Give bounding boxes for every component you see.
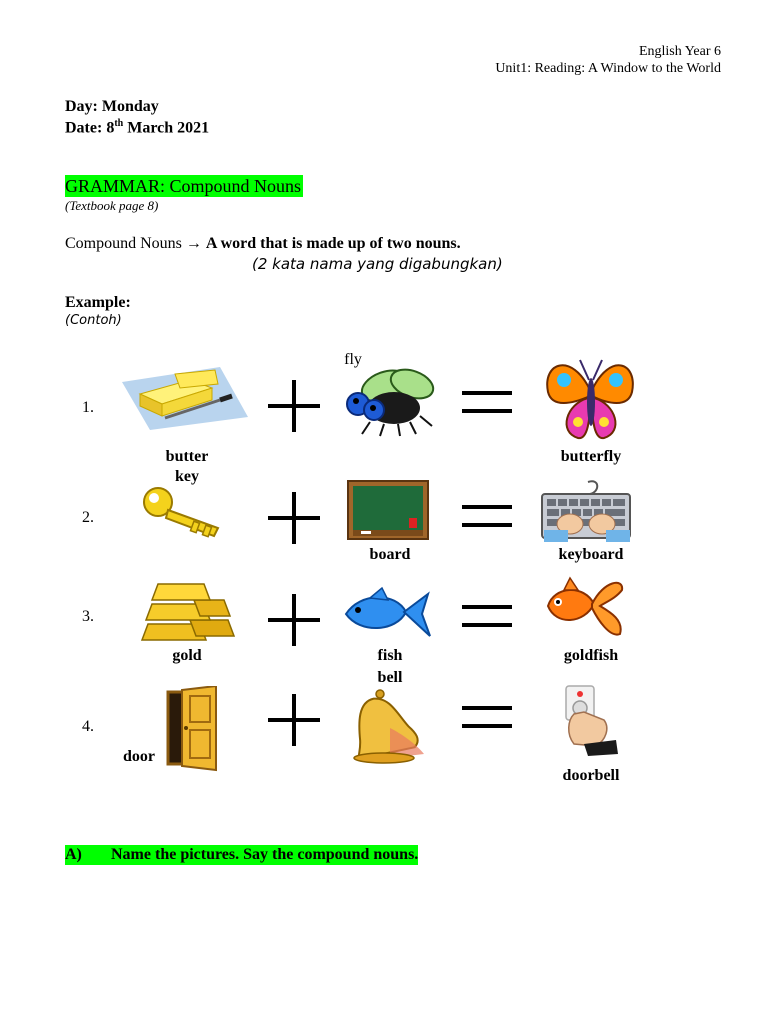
task-letter: A) — [65, 846, 82, 863]
butter-icon — [120, 362, 252, 432]
day-line: Day: Monday — [65, 98, 159, 115]
key-icon — [140, 484, 224, 540]
chalkboard-icon — [347, 480, 429, 540]
result-word-label: doorbell — [562, 767, 620, 784]
gold-bars-icon — [140, 580, 236, 644]
second-word-label: board — [369, 546, 411, 563]
arrow-icon: → — [185, 235, 202, 252]
plus-sign-icon — [268, 594, 320, 646]
result-word-label: keyboard — [558, 546, 624, 563]
equals-sign-icon — [462, 505, 512, 527]
grammar-title: GRAMMAR: Compound Nouns — [65, 176, 302, 196]
goldfish-icon — [544, 576, 628, 642]
doorbell-icon — [554, 684, 620, 758]
first-word-label: door — [123, 748, 155, 765]
result-word-label: goldfish — [563, 647, 619, 664]
equals-sign-icon — [462, 605, 512, 627]
row-number: 1. — [82, 399, 94, 416]
fly-icon — [340, 364, 438, 438]
keyboard-icon — [540, 478, 632, 544]
result-word-label: butterfly — [560, 448, 622, 465]
header-unit: Unit1: Reading: A Window to the World — [495, 61, 721, 76]
first-word-label: gold — [172, 647, 202, 664]
first-word-label: key — [175, 468, 199, 485]
second-word-label: bell — [377, 669, 403, 686]
header-subject: English Year 6 — [638, 44, 721, 59]
definition-malay: (2 kata nama yang digabungkan) — [252, 255, 503, 273]
first-word-label: butter — [165, 448, 209, 465]
definition-text: A word that is made up of two nouns. — [205, 235, 461, 252]
second-word-label: fly — [344, 351, 362, 368]
equals-sign-icon — [462, 706, 512, 728]
plus-sign-icon — [268, 694, 320, 746]
task-instruction — [65, 845, 418, 865]
date-line: Date: 8th March 2021 — [65, 118, 210, 137]
textbook-reference: (Textbook page 8) — [65, 198, 159, 213]
definition-term: Compound Nouns — [65, 235, 182, 252]
second-word-label: fish — [377, 647, 403, 664]
definition — [65, 235, 461, 253]
row-number: 2. — [82, 509, 94, 526]
example-malay: (Contoh) — [65, 313, 122, 328]
butterfly-icon — [542, 352, 638, 444]
equals-sign-icon — [462, 391, 512, 413]
door-icon — [164, 686, 220, 772]
task-text: Name the pictures. Say the compound nouns. — [111, 846, 419, 863]
example-label: Example: — [65, 294, 131, 311]
row-number: 4. — [82, 718, 94, 735]
bell-icon — [350, 688, 432, 764]
plus-sign-icon — [268, 492, 320, 544]
fish-icon — [340, 586, 432, 642]
plus-sign-icon — [268, 380, 320, 432]
row-number: 3. — [82, 608, 94, 625]
